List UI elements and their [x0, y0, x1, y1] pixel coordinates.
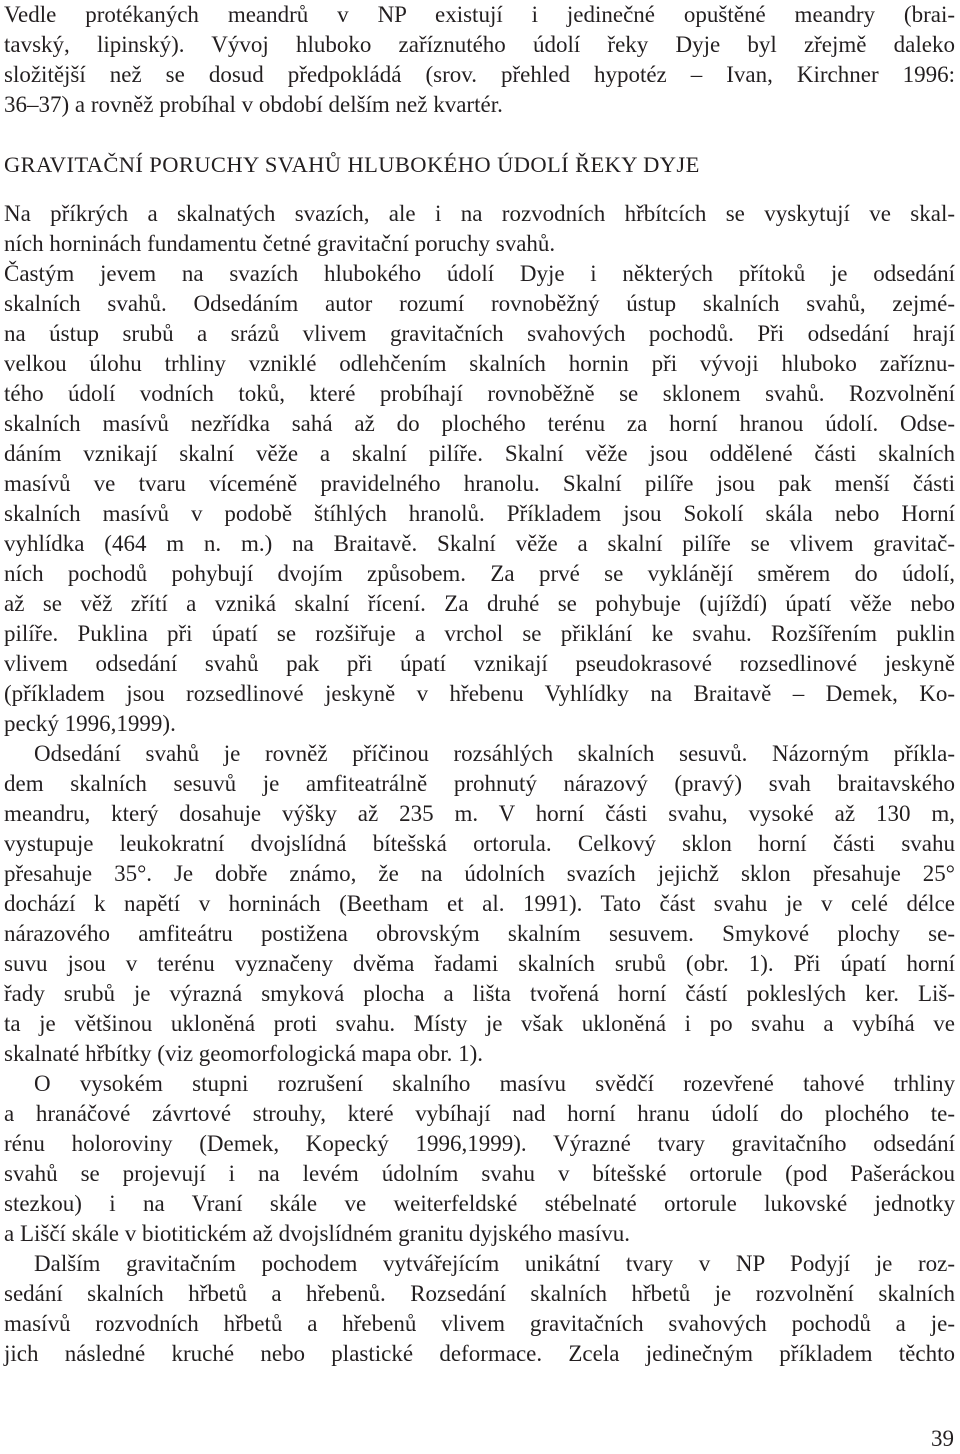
text-line: masívů rozvodních hřbetů a hřebenů vlivem gravitačních svahových pochodů a je- — [4, 1311, 955, 1336]
text-line: dáním vznikají skalní věže a skalní pilíře. Skalní věže jsou oddělené části skalních — [4, 441, 955, 466]
text-line: O vysokém stupni rozrušení skalního masívu svědčí rozevřené tahové trhliny — [34, 1071, 955, 1096]
text-line: Odsedání svahů je rovněž příčinou rozsáhlých skalních sesuvů. Názorným příkla- — [34, 741, 955, 766]
text-line: vlivem odsedání svahů pak při úpatí vznikají pseudokrasové rozsedlinové jeskyně — [4, 651, 955, 676]
text-line: pilíře. Puklina při úpatí se rozšiřuje a vrchol se přiklání ke svahu. Rozšířením puklin — [4, 621, 955, 646]
text-line: řady srubů je výrazná smyková plocha a lišta tvořená horní částí pokleslých ker. Liš- — [4, 981, 955, 1006]
text-line: ta je většinou ukloněná proti svahu. Místy je však ukloněná i po svahu a vybíhá ve — [4, 1011, 955, 1036]
text-line: tavský, lipinský). Vývoj hluboko zaříznutého údolí řeky Dyje byl zřejmě daleko — [4, 32, 955, 57]
text-line: Na příkrých a skalnatých svazích, ale i na rozvodních hřbítcích se vyskytují ve skal- — [4, 201, 955, 226]
text-line: vyhlídka (464 m n. m.) na Braitavě. Skalní věže a skalní pilíře se vlivem gravitač- — [4, 531, 955, 556]
text-line: suvu jsou v terénu vyznačeny dvěma řadami skalních srubů (obr. 1). Při úpatí horní — [4, 951, 955, 976]
text-line: a hranáčové závrtové strouhy, které vybíhají nad horní hranu údolí do plochého te- — [4, 1101, 955, 1126]
text-line: Častým jevem na svazích hlubokého údolí Dyje i některých přítoků je odsedání — [4, 261, 955, 286]
text-line: složitější než se dosud předpokládá (srov. přehled hypotéz – Ivan, Kirchner 1996: — [4, 62, 955, 87]
text-line: vystupuje leukokratní dvojslídná bítešská ortorula. Celkový sklon horní části svahu — [4, 831, 955, 856]
text-line: meandru, který dosahuje výšky až 235 m. V horní části svahu, vysoké až 130 m, — [4, 801, 955, 826]
text-line: Dalším gravitačním pochodem vytvářejícím unikátní tvary v NP Podyjí je roz- — [34, 1251, 955, 1276]
text-line: ních horninách fundamentu četné gravitační poruchy svahů. — [4, 231, 556, 256]
text-line: masívů ve tvaru víceméně pravidelného hranolu. Skalní pilíře jsou pak menší části — [4, 471, 955, 496]
text-line: jich následné kruché nebo plastické deformace. Zcela jedinečným příkladem těchto — [4, 1341, 955, 1366]
text-line: dem skalních sesuvů je amfiteatrálně prohnutý nárazový (pravý) svah braitavského — [4, 771, 955, 796]
text-line: skalních masívů nezřídka sahá až do plochého terénu za horní hranou údolí. Odse- — [4, 411, 955, 436]
text-line: (příkladem jsou rozsedlinové jeskyně v hřebenu Vyhlídky na Braitavě – Demek, Ko- — [4, 681, 955, 706]
text-line: velkou úlohu trhliny vzniklé odlehčením skalních hornin při vývoji hluboko zaříznu- — [4, 351, 955, 376]
text-line: rénu holoroviny (Demek, Kopecký 1996,1999). Výrazné tvary gravitačního odsedání — [4, 1131, 955, 1156]
text-line: nárazového amfiteátru postižena obrovským skalním sesuvem. Smykové plochy se- — [4, 921, 955, 946]
text-line: skalních svahů. Odsedáním autor rozumí rovnoběžný ústup skalních svahů, zejmé- — [4, 291, 955, 316]
text-line: stezkou) i na Vraní skále ve weiterfeldské stébelnaté ortorule lukovské jednotky — [4, 1191, 955, 1216]
text-line: až se věž zřítí a vzniká skalní řícení. Za druhé se pohybuje (ujíždí) úpatí věže nebo — [4, 591, 955, 616]
text-line: Vedle protékaných meandrů v NP existují i jedinečné opuštěné meandry (brai- — [4, 2, 955, 27]
section-heading: GRAVITAČNÍ PORUCHY SVAHŮ HLUBOKÉHO ÚDOLÍ ŘEKY DYJE — [4, 152, 700, 177]
text-line: tého údolí vodních toků, které probíhají rovnoběžně se sklonem svahů. Rozvolnění — [4, 381, 955, 406]
text-line: dochází k napětí v horninách (Beetham et al. 1991). Tato část svahu je v celé délce — [4, 891, 955, 916]
text-line: 36–37) a rovněž probíhal v období delším než kvartér. — [4, 92, 503, 117]
text-line: přesahuje 35°. Je dobře známo, že na údolních svazích jejichž sklon přesahuje 25° — [4, 861, 955, 886]
text-line: svahů se projevují i na levém údolním svahu v bítešské ortorule (pod Pašeráckou — [4, 1161, 955, 1186]
text-line: skalních masívů v podobě štíhlých hranolů. Příkladem jsou Sokolí skála nebo Horní — [4, 501, 955, 526]
page-number: 39 — [931, 1426, 954, 1451]
text-line: sedání skalních hřbetů a hřebenů. Rozsedání skalních hřbetů je rozvolnění skalních — [4, 1281, 955, 1306]
text-line: skalnaté hřbítky (viz geomorfologická mapa obr. 1). — [4, 1041, 484, 1066]
text-line: ních pochodů pohybují dvojím způsobem. Za prvé se vyklánějí směrem do údolí, — [4, 561, 955, 586]
text-line: pecký 1996,1999). — [4, 711, 176, 736]
text-line: a Liščí skále v biotitickém až dvojslídném granitu dyjského masívu. — [4, 1221, 630, 1246]
text-line: na ústup srubů a srázů vlivem gravitačních svahových pochodů. Při odsedání hrají — [4, 321, 955, 346]
